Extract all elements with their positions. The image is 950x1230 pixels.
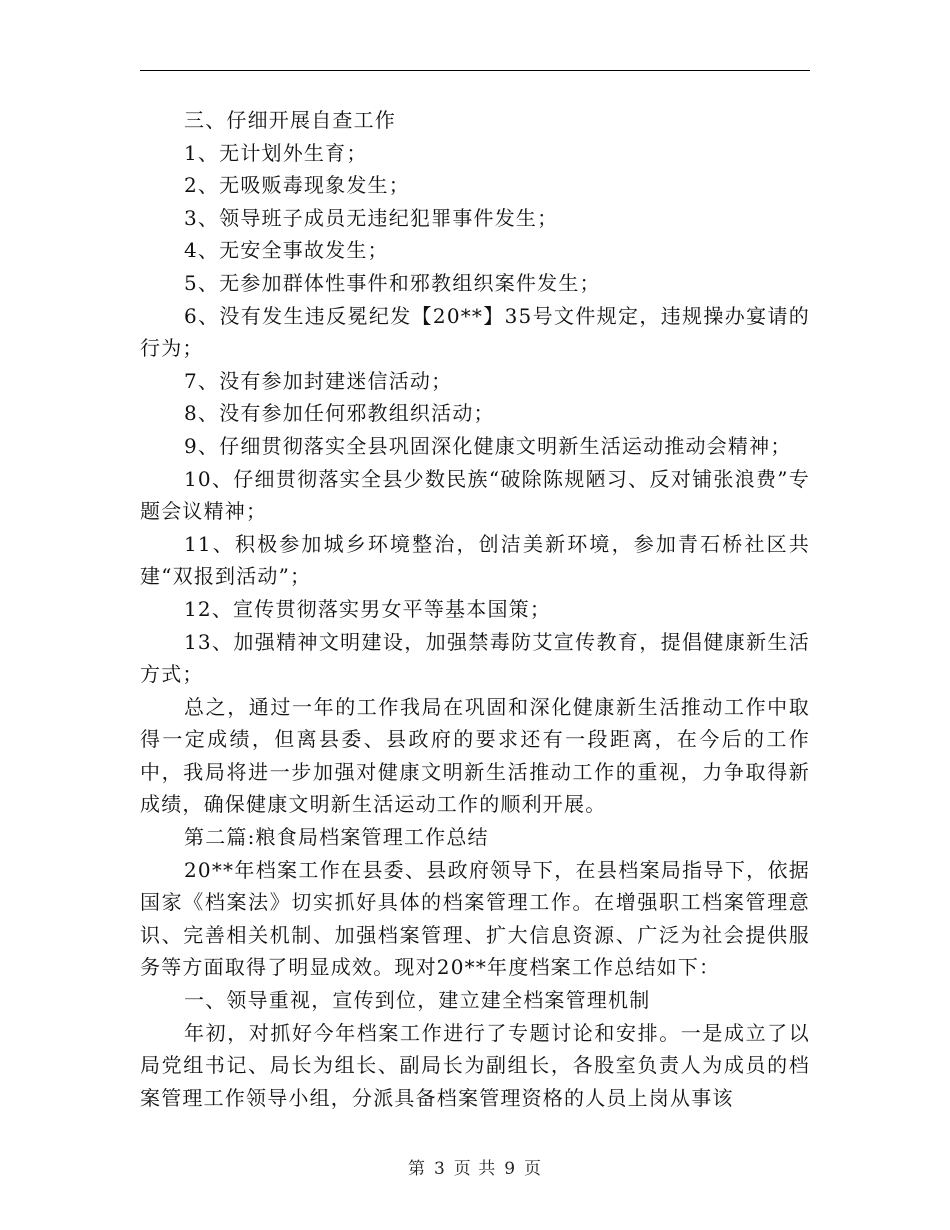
list-item: 7、没有参加封建迷信活动；	[184, 368, 453, 393]
list-item: 12、宣传贯彻落实男女平等基本国策；	[184, 596, 552, 621]
chapter-title: 第二篇:粮食局档案管理工作总结	[184, 825, 489, 850]
list-item: 6、没有发生违反冕纪发【20**】35号文件规定，违规操办宴请的行为；	[140, 303, 810, 361]
list-item: 2、无吸贩毒现象发生；	[184, 173, 410, 198]
page-label-suffix: 页	[524, 1159, 543, 1179]
page-label-prefix: 第	[407, 1159, 426, 1179]
header-rule	[140, 70, 810, 71]
list-item: 3、领导班子成员无违纪犯罪事件发生；	[184, 205, 559, 230]
body-paragraph: 20**年档案工作在县委、县政府领导下，在县档案局指导下，依据国家《档案法》切实抓好具体的档案管理工作。在增强职工档案管理意识、完善相关机制、加强档案管理、扩大信息资源、广泛为社会提供服务等方面取得了明显成效。现对20**年度档案工作总结如下：	[140, 857, 810, 980]
page-label-mid: 页 共	[453, 1159, 497, 1179]
list-item: 13、加强精神文明建设，加强禁毒防艾宣传教育，提倡健康新生活方式；	[140, 629, 810, 687]
section-heading: 一、领导重视，宣传到位，建立建全档案管理机制	[184, 988, 651, 1013]
page-footer	[0, 1154, 950, 1179]
list-item: 9、仔细贯彻落实全县巩固深化健康文明新生活运动推动会精神；	[184, 433, 792, 458]
list-item: 5、无参加群体性事件和邪教组织案件发生；	[184, 270, 601, 295]
list-item: 4、无安全事故发生；	[184, 238, 389, 263]
current-page-number: 3	[433, 1159, 446, 1179]
summary-paragraph: 总之，通过一年的工作我局在巩固和深化健康新生活推动工作中取得一定成绩，但离县委、县政府的要求还有一段距离，在今后的工作中，我局将进一步加强对健康文明新生活推动工作的重视，力争取得新成绩，确保健康文明新生活运动工作的顺利开展。	[140, 694, 810, 817]
section-heading: 三、仔细开展自查工作	[184, 108, 396, 132]
body-paragraph: 年初，对抓好今年档案工作进行了专题讨论和安排。一是成立了以局党组书记、局长为组长、副局长为副组长，各股室负责人为成员的档案管理工作领导小组，分派具备档案管理资格的人员上岗从事该	[140, 1020, 810, 1110]
list-item: 1、无计划外生育；	[184, 140, 368, 165]
list-item: 8、没有参加任何邪教组织活动；	[184, 401, 495, 426]
list-item: 11、积极参加城乡环境整治，创洁美新环境，参加青石桥社区共建“双报到活动”；	[140, 531, 810, 589]
total-pages-number: 9	[504, 1159, 517, 1179]
list-item: 10、仔细贯彻落实全县少数民族“破除陈规陋习、反对铺张浪费”专题会议精神；	[140, 466, 810, 524]
document-body	[140, 104, 810, 1114]
